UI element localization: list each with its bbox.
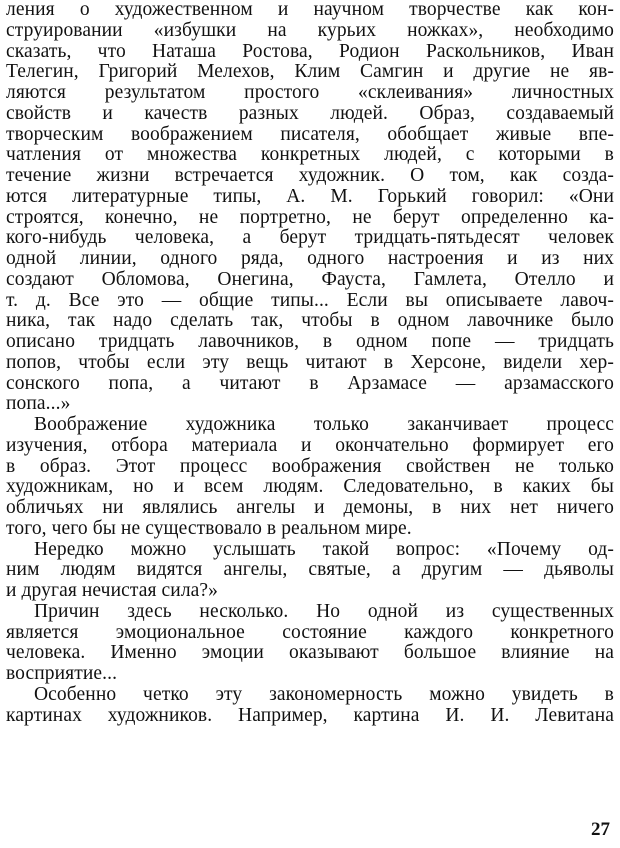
text-line: изучения, отбора материала и окончательно формирует его [6, 435, 614, 456]
text-line: является эмоциональное состояние каждого конкретного [6, 622, 614, 643]
text-line: ются литературные типы, А. М. Горький говорил: «Они [6, 186, 614, 207]
text-line: художникам, но и всем людям. Следовательно, в каких бы [6, 477, 614, 498]
text-line: восприятие... [6, 664, 118, 684]
text-line: того, чего бы не существовало в реальном мире. [6, 518, 412, 539]
text-line: строятся, конечно, не портретно, не берут определенно ка- [6, 207, 614, 228]
text-line: кого-нибудь человека, а берут тридцать-пятьдесят человек [6, 228, 614, 249]
text-line: т. д. Все это — общие типы... Если вы описываете лавоч- [6, 290, 614, 311]
text-line: картинах художников. Например, картина И. И. Левитана [6, 705, 614, 726]
text-line: попов, чтобы если эту вещь читают в Херсоне, видели хер- [6, 352, 614, 373]
text-line: попа...» [6, 394, 71, 415]
text-line: творческим воображением писателя, обобщает живые впе- [6, 124, 614, 145]
text-line: Причин здесь несколько. Но одной из существенных [34, 601, 614, 622]
text-line: создают Обломова, Онегина, Фауста, Гамлета, Отелло и [6, 269, 614, 290]
text-line: течение жизни встречается художник. О том, как созда- [6, 166, 614, 186]
text-line: ника, так надо сделать так, чтобы в одном лавочнике было [6, 311, 614, 332]
text-line: ним людям видятся ангелы, святые, а другим — дьяволы [6, 560, 614, 581]
text-line: обличьях ни являлись ангелы и демоны, в них нет ничего [6, 498, 614, 518]
text-line: струировании «избушки на курьих ножках», необходимо [6, 20, 614, 41]
page-body-text [6, 0, 614, 726]
text-line: сказать, что Наташа Ростова, Родион Раскольников, Иван [6, 41, 614, 62]
text-line: Особенно четко эту закономерность можно увидеть в [34, 684, 614, 705]
text-line: Телегин, Григорий Мелехов, Клим Самгин и другие не яв- [6, 62, 614, 83]
text-line: и другая нечистая сила?» [6, 581, 219, 601]
page-number: 27 [591, 819, 610, 840]
text-line: ления о художественном и научном творчестве как кон- [6, 0, 614, 20]
text-line: чатления от множества конкретных людей, с которыми в [6, 145, 614, 166]
text-line: одной линии, одного ряда, одного настроения и из них [6, 249, 614, 269]
text-line: ляются результатом простого «склеивания» личностных [6, 83, 614, 103]
text-line: свойств и качеств разных людей. Образ, создаваемый [6, 103, 614, 124]
text-line: в образ. Этот процесс воображения свойствен не только [6, 456, 614, 477]
text-line: описано тридцать лавочников, в одном попе — тридцать [6, 332, 614, 352]
text-line: Нередко можно услышать такой вопрос: «Почему од- [34, 539, 614, 560]
text-line: человека. Именно эмоции оказывают большое влияние на [6, 643, 614, 664]
text-line: Воображение художника только заканчивает процесс [34, 415, 614, 435]
text-line: сонского попа, а читают в Арзамасе — арзамасского [6, 373, 614, 394]
